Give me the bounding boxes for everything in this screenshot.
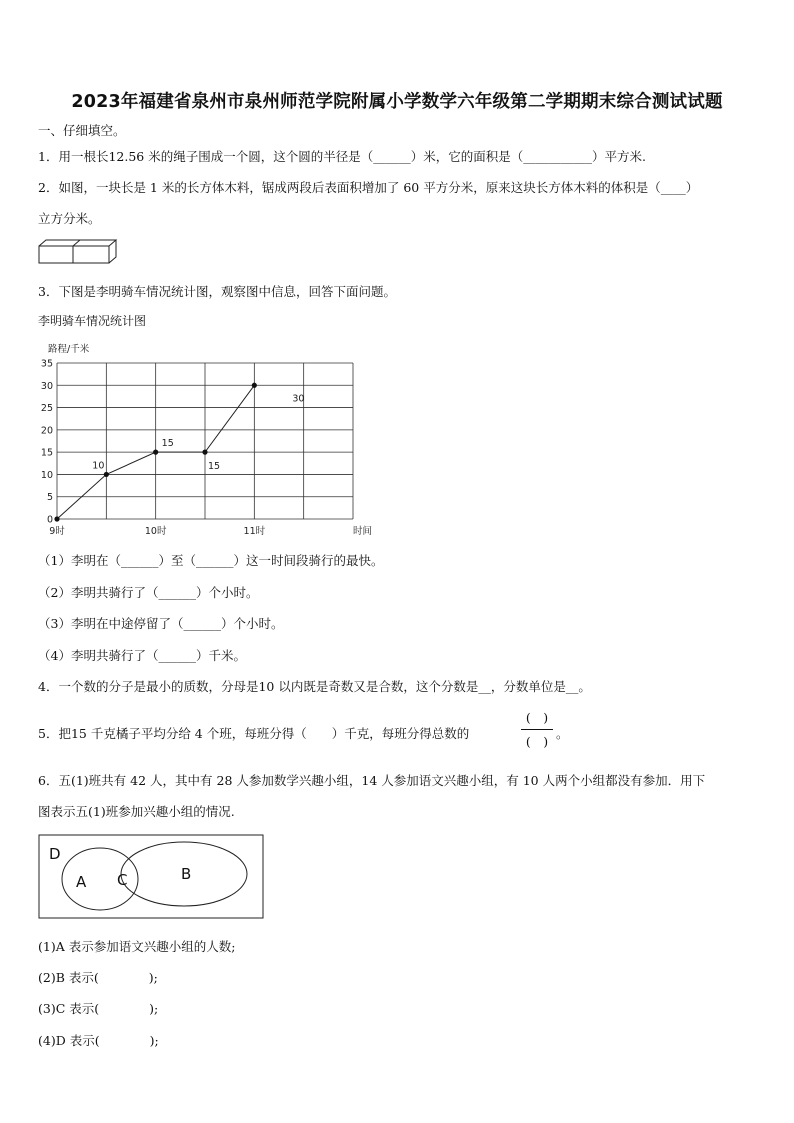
data-label: 10: [92, 460, 105, 472]
fraction-bar: [521, 729, 553, 730]
x-tick-labels: [49, 525, 265, 537]
answer-fraction: [519, 708, 555, 752]
chart-caption: 李明骑车情况统计图: [38, 314, 147, 328]
question-3-sub-4: （4）李明共骑行了（______）千米。: [38, 648, 246, 663]
venn-frame: [39, 835, 263, 918]
data-point: [104, 472, 109, 477]
venn-label-a: A: [76, 873, 87, 891]
chart-grid: [57, 363, 353, 519]
fraction-numerator: ( ): [525, 710, 549, 725]
y-tick-label: 0: [46, 514, 53, 526]
x-axis-label: 时间: [353, 526, 373, 537]
y-tick-label: 25: [40, 403, 53, 415]
riding-line-chart: [30, 338, 390, 538]
question-6-line2: 图表示五(1)班参加兴趣小组的情况.: [38, 804, 235, 819]
question-1: 1．用一根长12.56 米的绳子围成一个圆，这个圆的半径是（______）米，它的面积是（___________）平方米.: [38, 149, 646, 164]
x-tick-label: 11时: [243, 526, 266, 537]
y-tick-labels: [41, 359, 53, 526]
data-point: [153, 450, 158, 455]
question-2-line1: 2．如图，一块长是 1 米的长方体木料，锯成两段后表面积增加了 60 平方分米，原来这块长方体木料的体积是（____）: [38, 180, 699, 195]
fraction-denominator: ( ): [525, 734, 549, 749]
venn-label-c: C: [117, 871, 128, 889]
y-tick-label: 35: [40, 358, 53, 370]
data-label: 15: [208, 461, 221, 473]
section-heading: 一、仔细填空。: [38, 123, 126, 138]
x-tick-label: 10时: [144, 526, 167, 537]
y-tick-label: 10: [40, 469, 53, 481]
question-6-sub-4: (4)D 表示( );: [38, 1033, 159, 1048]
question-6-sub-1: (1)A 表示参加语文兴趣小组的人数;: [38, 939, 236, 954]
x-tick-label: 9时: [49, 526, 65, 537]
venn-label-b: B: [181, 865, 192, 883]
data-label: 15: [161, 438, 174, 450]
y-tick-label: 15: [40, 447, 53, 459]
data-label: 30: [292, 393, 305, 405]
venn-label-d: D: [49, 845, 61, 863]
question-5-end: 。: [556, 726, 569, 741]
question-6-sub-3: (3)C 表示( );: [38, 1001, 159, 1016]
question-3: 3．下图是李明骑车情况统计图，观察图中信息，回答下面问题。: [38, 284, 396, 299]
question-3-sub-3: （3）李明在中途停留了（______）个小时。: [38, 616, 284, 631]
y-tick-label: 5: [46, 492, 53, 504]
question-3-sub-2: （2）李明共骑行了（______）个小时。: [38, 585, 259, 600]
wood-block-figure: [38, 239, 120, 265]
question-2-line2: 立方分米。: [38, 211, 101, 226]
question-4: 4．一个数的分子是最小的质数，分母是10 以内既是奇数又是合数，这个分数是__，分数单位是__。: [38, 679, 591, 694]
data-point: [252, 383, 257, 388]
question-5: 5．把15 千克橘子平均分给 4 个班，每班分得（ ）千克，每班分得总数的: [38, 726, 470, 741]
data-point: [54, 516, 59, 521]
question-3-sub-1: （1）李明在（______）至（______）这一时间段骑行的最快。: [38, 553, 384, 568]
question-6-sub-2: (2)B 表示( );: [38, 970, 158, 985]
data-point: [202, 450, 207, 455]
venn-diagram: [38, 834, 266, 920]
y-tick-label: 20: [40, 425, 53, 437]
y-axis-label: 路程/千米: [48, 344, 90, 355]
page-title: 2023年福建省泉州市泉州师范学院附属小学数学六年级第二学期期末综合测试试题: [71, 92, 723, 112]
question-6-line1: 6．五(1)班共有 42 人，其中有 28 人参加数学兴趣小组，14 人参加语文兴趣小组，有 10 人两个小组都没有参加．用下: [38, 773, 706, 788]
y-tick-label: 30: [40, 380, 53, 392]
